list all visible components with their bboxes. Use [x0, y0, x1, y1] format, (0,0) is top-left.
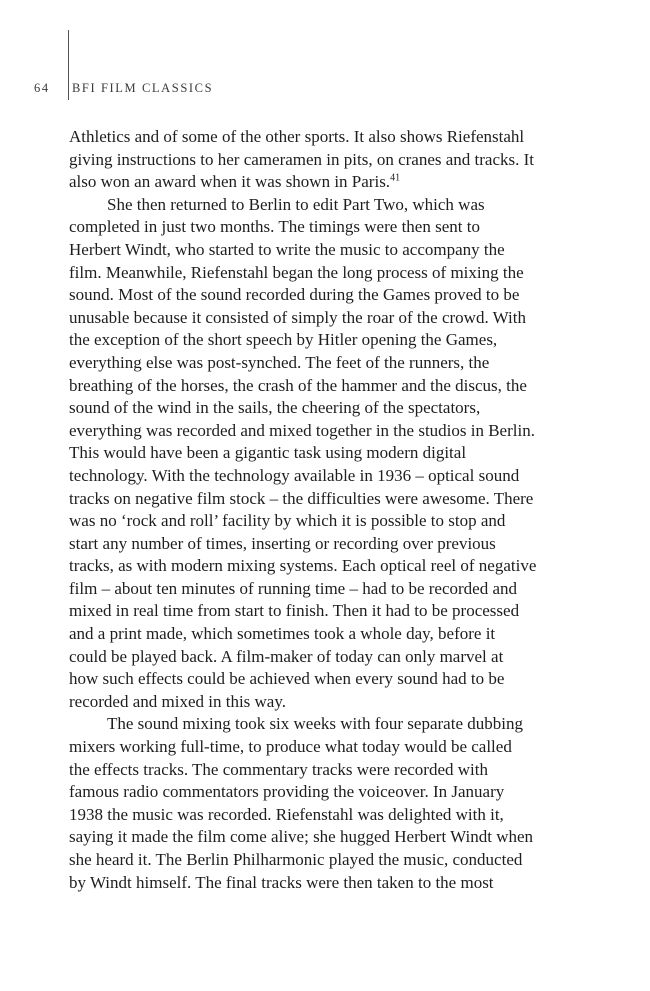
series-title: BFI FILM CLASSICS — [72, 80, 214, 95]
text-line: the effects tracks. The commentary tracks were recorded with — [69, 759, 488, 779]
running-head — [34, 80, 213, 96]
text-line: the exception of the short speech by Hitler opening the Games, — [69, 330, 498, 350]
text-line: could be played back. A film-maker of today can only marvel at — [69, 646, 504, 666]
text-line: 1938 the music was recorded. Riefenstahl was delighted with it, — [69, 804, 504, 824]
text-line: tracks, as with modern mixing systems. Each optical reel of negative — [69, 556, 537, 576]
text-line: tracks on negative film stock – the difficulties were awesome. There — [69, 488, 534, 508]
text-line: film – about ten minutes of running time – had to be recorded and — [69, 578, 518, 598]
text-line: completed in just two months. The timings were then sent to — [69, 217, 480, 237]
text-line: Athletics and of some of the other sports. It also shows Riefenstahl — [69, 127, 525, 146]
text-line: This would have been a gigantic task using modern digital — [69, 443, 467, 463]
text-line: recorded and mixed in this way. — [69, 691, 286, 711]
text-line: film. Meanwhile, Riefenstahl began the long process of mixing the — [69, 262, 524, 282]
text-line: was no ‘rock and roll’ facility by which it is possible to stop and — [69, 511, 506, 531]
text-line: everything was recorded and mixed together in the studios in Berlin. — [69, 420, 535, 440]
text-line: by Windt himself. The final tracks were then taken to the most — [69, 872, 494, 892]
text-line-content: also won an award when it was shown in Paris. — [69, 172, 391, 192]
paragraph-first-line: The sound mixing took six weeks with four separate dubbing — [107, 714, 523, 734]
text-line-with-footnote — [69, 171, 569, 194]
text-line: she heard it. The Berlin Philharmonic played the music, conducted — [69, 850, 523, 869]
text-line: sound. Most of the sound recorded during the Games proved to be — [69, 285, 520, 305]
text-line: and a print made, which sometimes took a whole day, before it — [69, 624, 496, 644]
text-line: famous radio commentators providing the voiceover. In January — [69, 782, 505, 802]
text-line: unusable because it consisted of simply the roar of the crowd. With — [69, 307, 526, 327]
text-line: everything else was post-synched. The feet of the runners, the — [69, 352, 490, 372]
text-line: technology. With the technology available in 1936 – optical sound — [69, 465, 520, 485]
text-line: start any number of times, inserting or recording over previous — [69, 533, 496, 553]
text-line: breathing of the horses, the crash of the hammer and the discus, the — [69, 375, 527, 395]
paragraph-first-line: She then returned to Berlin to edit Part Two, which was — [107, 194, 485, 214]
page-number: 64 — [34, 80, 50, 95]
text-line: mixed in real time from start to finish. Then it had to be processed — [69, 601, 520, 621]
body-text — [69, 126, 569, 894]
footnote-reference[interactable]: 41 — [390, 172, 401, 184]
text-line: saying it made the film come alive; she hugged Herbert Windt when — [69, 827, 534, 847]
text-line: sound of the wind in the sails, the cheering of the spectators, — [69, 398, 481, 418]
text-line: Herbert Windt, who started to write the music to accompany the — [69, 239, 505, 259]
text-line: mixers working full-time, to produce what today would be called — [69, 737, 512, 757]
text-line: how such effects could be achieved when every sound had to be — [69, 669, 505, 689]
text-line: giving instructions to her cameramen in pits, on cranes and tracks. It — [69, 149, 535, 169]
